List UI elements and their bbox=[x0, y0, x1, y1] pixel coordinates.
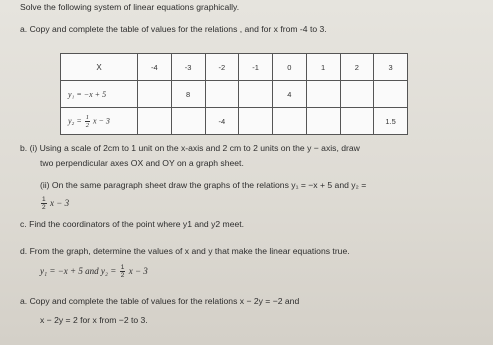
table-cell bbox=[138, 81, 172, 108]
part-a-prefix: a. bbox=[20, 24, 28, 34]
part-a-question bbox=[20, 24, 327, 35]
table-header-row bbox=[61, 54, 408, 81]
table-cell bbox=[340, 81, 374, 108]
part-d-eq-prefix: y₁ = −x + 5 and y₂ = bbox=[40, 265, 117, 276]
part-d-prefix: d. bbox=[20, 246, 28, 256]
part-b-ii-frac-denominator: 2 bbox=[42, 204, 46, 211]
table-row-y2-label bbox=[61, 108, 138, 135]
part-b-prefix: b. bbox=[20, 143, 28, 153]
part-a2-line1 bbox=[20, 296, 299, 307]
part-b-ii-frac-numerator: 1 bbox=[42, 196, 46, 203]
table-cell bbox=[340, 108, 374, 135]
part-b-i-line2: two perpendicular axes OX and OY on a graph sheet. bbox=[40, 158, 244, 168]
part-d-question bbox=[20, 246, 350, 257]
part-b-ii-line2 bbox=[40, 196, 69, 211]
table-x-value: 0 bbox=[273, 54, 307, 81]
table-header-x: X bbox=[61, 54, 138, 81]
table-x-value: 2 bbox=[340, 54, 374, 81]
table-cell bbox=[374, 81, 408, 108]
part-d-eq-fraction bbox=[120, 264, 126, 279]
table-cell bbox=[138, 108, 172, 135]
part-d-eq-frac-denominator: 2 bbox=[120, 272, 125, 279]
part-a-text: Copy and complete the table of values for the relations , and for x from -4 to 3. bbox=[29, 24, 327, 34]
table-row-y2 bbox=[61, 108, 408, 135]
y2-label-suffix: x − 3 bbox=[92, 115, 110, 125]
y2-label-fraction bbox=[85, 114, 90, 129]
table-cell bbox=[306, 81, 340, 108]
part-a2-prefix: a. bbox=[20, 296, 28, 306]
table-x-value: -4 bbox=[138, 54, 172, 81]
part-b-ii-line1: (ii) On the same paragraph sheet draw the graphs of the relations y₁ = −x + 5 and y₂ = bbox=[40, 180, 367, 190]
table-cell bbox=[205, 81, 239, 108]
part-c-question bbox=[20, 219, 244, 230]
table-cell bbox=[239, 81, 273, 108]
table-cell bbox=[306, 108, 340, 135]
part-d-eq-suffix: x − 3 bbox=[128, 265, 148, 276]
table-x-value: -1 bbox=[239, 54, 273, 81]
table-cell bbox=[239, 108, 273, 135]
part-c-prefix: c. bbox=[20, 219, 27, 229]
y2-frac-denominator: 2 bbox=[85, 121, 89, 129]
table-cell: -4 bbox=[205, 108, 239, 135]
part-d-eq-frac-numerator: 1 bbox=[120, 264, 125, 271]
part-b-ii-fraction bbox=[41, 196, 47, 211]
table-x-value: -3 bbox=[171, 54, 205, 81]
values-table bbox=[60, 53, 408, 135]
part-b-ii-suffix: x − 3 bbox=[50, 197, 70, 208]
table-row-y1-label: y₁ = −x + 5 bbox=[61, 81, 138, 108]
part-d-equations bbox=[40, 264, 148, 279]
table-x-value: 1 bbox=[306, 54, 340, 81]
part-d-text: From the graph, determine the values of x and y that make the linear equations true. bbox=[29, 246, 350, 256]
table-x-value: -2 bbox=[205, 54, 239, 81]
intro-text: Solve the following system of linear equations graphically. bbox=[20, 2, 240, 12]
y2-label-prefix: y₂ = bbox=[68, 115, 82, 125]
table-cell: 8 bbox=[171, 81, 205, 108]
part-c-text: Find the coordinators of the point where y1 and y2 meet. bbox=[29, 219, 245, 229]
part-b-i-text: (i) Using a scale of 2cm to 1 unit on the x-axis and 2 cm to 2 units on the y − axis, draw bbox=[29, 143, 360, 153]
part-b-i-line1 bbox=[20, 143, 360, 154]
y2-frac-numerator: 1 bbox=[85, 113, 89, 121]
table-x-value: 3 bbox=[374, 54, 408, 81]
part-a2-text: Copy and complete the table of values for the relations x − 2y = −2 and bbox=[29, 296, 300, 306]
table-cell: 1.5 bbox=[374, 108, 408, 135]
table-cell bbox=[171, 108, 205, 135]
table-cell bbox=[273, 108, 307, 135]
part-a2-line2: x − 2y = 2 for x from −2 to 3. bbox=[40, 315, 148, 325]
table-cell: 4 bbox=[273, 81, 307, 108]
table-row-y1 bbox=[61, 81, 408, 108]
